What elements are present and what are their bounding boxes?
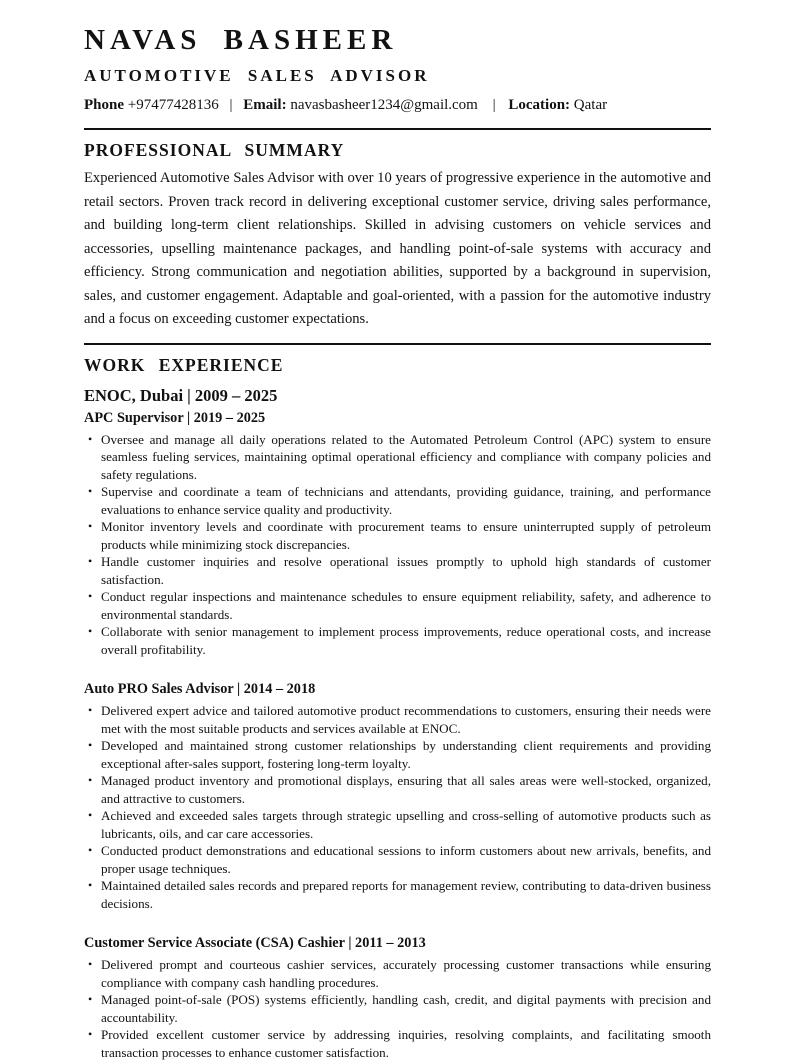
- bullet-item: • Delivered expert advice and tailored automotive product recommendations to customers, ensuring their needs were met with the most suitable products and services available at ENOC.: [84, 702, 711, 737]
- contact-line: [84, 96, 711, 115]
- contact-separator: |: [492, 97, 496, 113]
- person-job-title: AUTOMOTIVE SALES ADVISOR: [84, 66, 430, 85]
- role-bullets: [84, 956, 711, 1061]
- bullet-item: • Managed point-of-sale (POS) systems efficiently, handling cash, credit, and digital payments with precision and accountability.: [84, 991, 711, 1026]
- contact-separator: |: [229, 97, 233, 113]
- experience-heading: WORK EXPERIENCE: [84, 354, 284, 375]
- location-label: Location:: [508, 97, 571, 113]
- bullet-item: • Handle customer inquiries and resolve operational issues promptly to uphold high standards of customer satisfaction.: [84, 553, 711, 588]
- bullet-item: • Monitor inventory levels and coordinate with procurement teams to ensure uninterrupted supply of petroleum products while minimizing stock discrepancies.: [84, 518, 711, 553]
- bullet-item: • Developed and maintained strong customer relationships by understanding client requirements and providing exceptional after-sales support, fostering long-term loyalty.: [84, 737, 711, 772]
- bullet-item: • Maintained detailed sales records and prepared reports for management review, contributing to data-driven business decisions.: [84, 877, 711, 912]
- phone-value: +97477428136: [127, 97, 219, 113]
- bullet-item: • Delivered prompt and courteous cashier services, accurately processing customer transactions while ensuring compliance with company cash handling procedures.: [84, 956, 711, 991]
- role-bullets: [84, 431, 711, 659]
- bullet-item: • Collaborate with senior management to implement process improvements, reduce operational costs, and increase overall profitability.: [84, 623, 711, 658]
- role-bullets: [84, 702, 711, 912]
- employer-line: ENOC, Dubai | 2009 – 2025: [84, 385, 278, 405]
- role-title-apc-supervisor: APC Supervisor | 2019 – 2025: [84, 409, 266, 426]
- bullet-item: • Achieved and exceeded sales targets through strategic upselling and cross-selling of automotive products such as lubricants, oils, and car care accessories.: [84, 807, 711, 842]
- phone-label: Phone: [84, 97, 125, 113]
- section-divider: [84, 343, 711, 345]
- summary-paragraph: Experienced Automotive Sales Advisor with over 10 years of progressive experience in the automotive and retail sectors. Proven track record in delivering exceptional customer service, driving sales performance, and building long-term client relationships. Skilled in advising customers on vehicle services and accessories, upselling maintenance packages, and handling point-of-sale systems with accuracy and efficiency. Strong communication and negotiation abilities, supported by a background in supervision, sales, and customer engagement. Adaptable and goal-oriented, with a passion for the automotive industry and a focus on exceeding customer expectations.: [84, 170, 711, 327]
- summary-heading: PROFESSIONAL SUMMARY: [84, 140, 345, 160]
- role-title-csa-cashier: Customer Service Associate (CSA) Cashier | 2011 – 2013: [84, 935, 426, 951]
- bullet-item: • Oversee and manage all daily operations related to the Automated Petroleum Control (APC) system to ensure seamless fueling services, maintaining optimal operational efficiency and compliance with company policies and safety regulations.: [84, 431, 711, 484]
- location-value: Qatar: [573, 97, 608, 113]
- bullet-item: • Conduct regular inspections and maintenance schedules to ensure equipment reliability, safety, and adherence to environmental standards.: [84, 588, 711, 623]
- email-value: navasbasheer1234@gmail.com: [290, 97, 478, 113]
- bullet-item: • Conducted product demonstrations and educational sessions to inform customers about new arrivals, benefits, and proper usage techniques.: [84, 842, 711, 877]
- section-divider: [84, 128, 711, 130]
- email-label: Email:: [243, 97, 287, 113]
- person-name: NAVAS BASHEER: [84, 24, 398, 56]
- bullet-item: • Supervise and coordinate a team of technicians and attendants, providing guidance, training, and performance evaluations to enhance service quality and productivity.: [84, 483, 711, 518]
- bullet-item: • Managed product inventory and promotional displays, ensuring that all sales areas were well-stocked, organized, and attractive to customers.: [84, 772, 711, 807]
- role-title-auto-pro-sales-advisor: Auto PRO Sales Advisor | 2014 – 2018: [84, 681, 316, 697]
- bullet-item: • Provided excellent customer service by addressing inquiries, resolving complaints, and facilitating smooth transaction processes to enhance customer satisfaction.: [84, 1026, 711, 1061]
